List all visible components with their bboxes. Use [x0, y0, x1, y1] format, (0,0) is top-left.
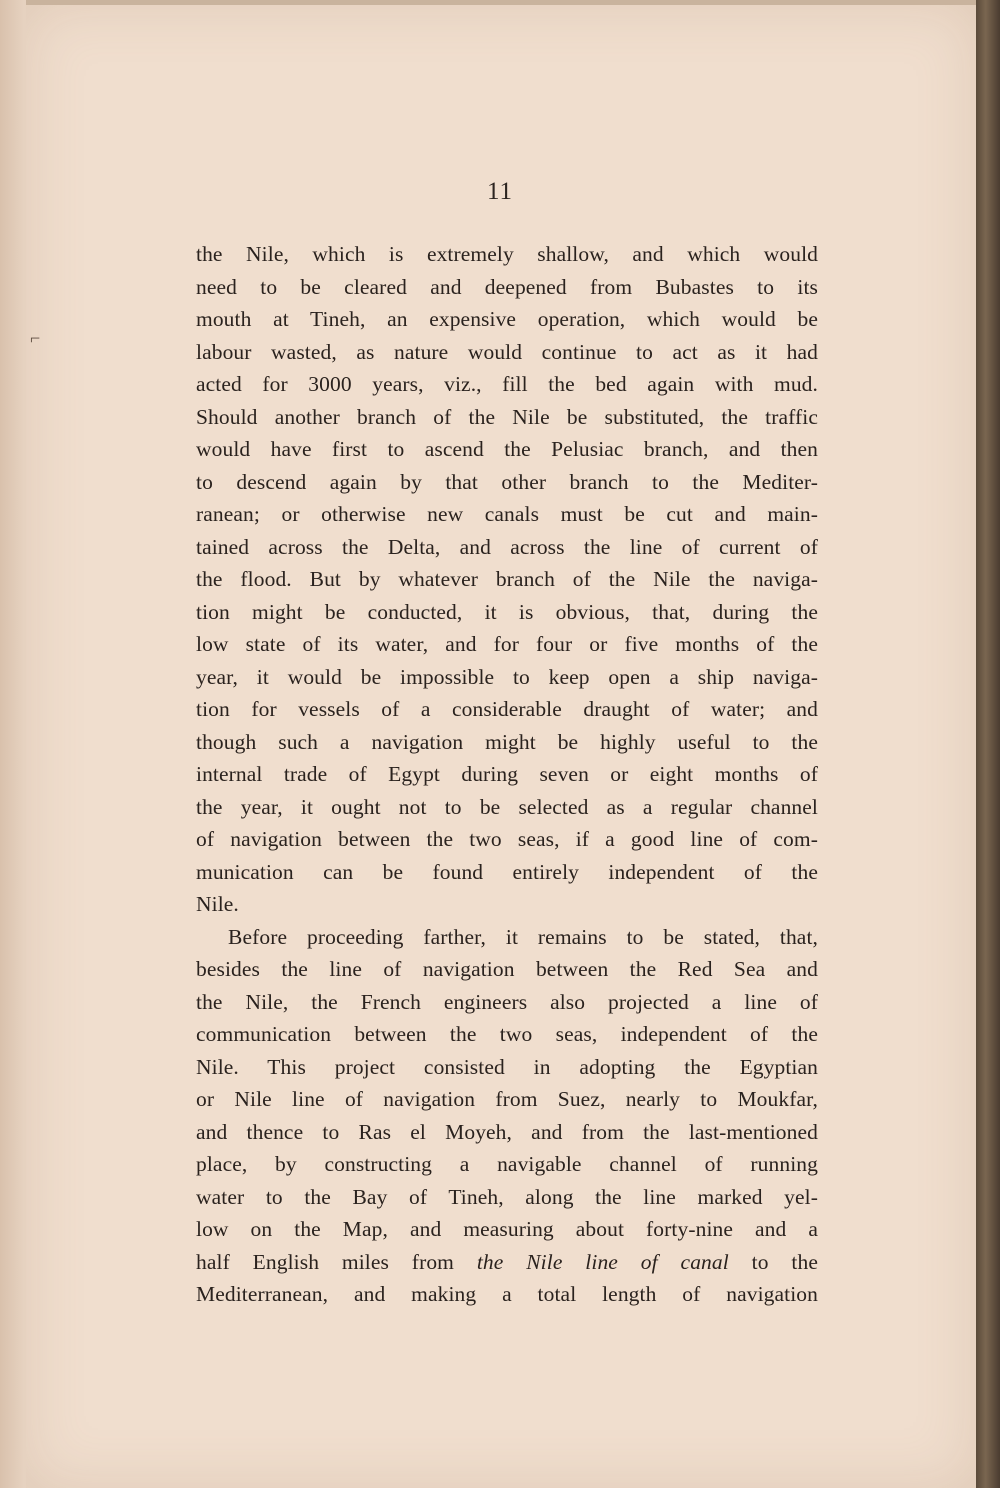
text-line: tained across the Delta, and across the line of current of — [196, 534, 818, 559]
text-line: need to be cleared and deepened from Bubastes to its — [196, 274, 818, 299]
text-line: water to the Bay of Tineh, along the line marked yel- — [196, 1184, 818, 1209]
text-line: mouth at Tineh, an expensive operation, which would be — [196, 307, 818, 331]
text-line-with-italic — [196, 1246, 818, 1279]
page-number: 11 — [486, 178, 514, 205]
text-line: munication can be found entirely independent of the — [196, 859, 818, 884]
text-line: low state of its water, and for four or five months of the — [196, 632, 818, 656]
text-line: and thence to Ras el Moyeh, and from the last-mentioned — [196, 1119, 818, 1144]
text-line: Nile. This project consisted in adopting the Egyptian — [196, 1054, 818, 1079]
text-line: the Nile, which is extremely shallow, and which would — [196, 242, 818, 266]
text-line: tion might be conducted, it is obvious, that, during the — [196, 599, 818, 624]
text-line: Should another branch of the Nile be substituted, the traffic — [196, 404, 818, 429]
line-text-before: half English miles from — [196, 1249, 477, 1274]
italic-phrase: the Nile line of canal — [476, 1249, 729, 1274]
text-line: communication between the two seas, independent of the — [196, 1022, 818, 1046]
page-top-edge — [26, 0, 976, 5]
text-line: besides the line of navigation between the Red Sea and — [196, 957, 818, 981]
text-line: ranean; or otherwise new canals must be cut and main- — [196, 502, 818, 526]
text-line: Mediterranean, and making a total length of navigation — [196, 1282, 818, 1306]
text-line: would have first to ascend the Pelusiac branch, and then — [196, 437, 818, 461]
text-line: or Nile line of navigation from Suez, nearly to Moukfar, — [196, 1087, 818, 1111]
book-edge — [976, 0, 1000, 1488]
text-line: labour wasted, as nature would continue to act as it had — [196, 339, 818, 364]
line-text-after: to the — [728, 1249, 818, 1274]
text-line: though such a navigation might be highly useful to the — [196, 729, 818, 754]
text-line: low on the Map, and measuring about forty-nine and a — [196, 1217, 818, 1241]
text-line: acted for 3000 years, viz., fill the bed again with mud. — [196, 372, 818, 396]
text-line: tion for vessels of a considerable draught of water; and — [196, 697, 818, 721]
text-line: Before proceeding farther, it remains to be stated, that, — [228, 924, 818, 949]
text-line: of navigation between the two seas, if a good line of com- — [196, 827, 818, 851]
text-line: the year, it ought not to be selected as a regular channel — [196, 794, 818, 819]
text-line: the Nile, the French engineers also projected a line of — [196, 989, 818, 1014]
text-line: Nile. — [196, 892, 239, 916]
text-line: the flood. But by whatever branch of the Nile the naviga- — [196, 567, 818, 591]
text-line: to descend again by that other branch to the Mediter- — [196, 469, 818, 494]
text-line: year, it would be impossible to keep open a ship naviga- — [196, 664, 818, 689]
text-line: internal trade of Egypt during seven or eight months of — [196, 762, 818, 786]
body-text — [196, 238, 818, 1311]
text-line: place, by constructing a navigable channel of running — [196, 1152, 818, 1176]
margin-mark: ⌐ — [30, 328, 41, 348]
